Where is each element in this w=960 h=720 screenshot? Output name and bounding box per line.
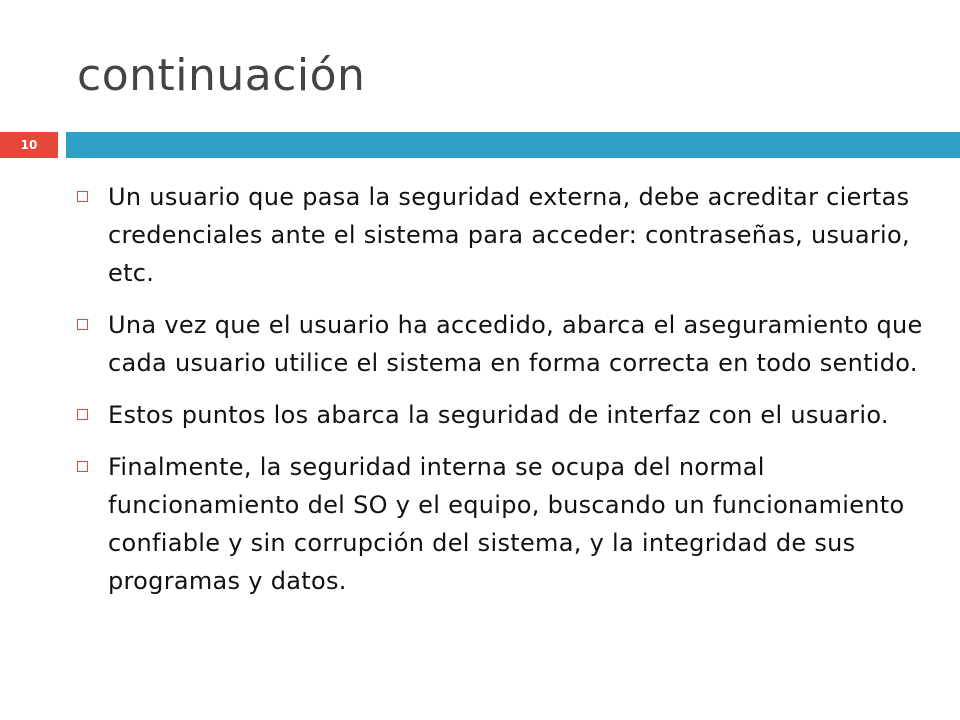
bullet-item	[72, 448, 932, 600]
accent-bar	[66, 132, 960, 158]
hollow-square-icon	[77, 319, 88, 330]
bullet-text: Un usuario que pasa la seguridad externa, debe acreditar ciertas credenciales ante el sistema para acceder: contraseñas, usuario, etc.	[108, 183, 910, 287]
bullet-text: Finalmente, la seguridad interna se ocupa del normal funcionamiento del SO y el equipo, buscando un funcionamiento confiable y sin corrupción del sistema, y la integridad de sus programas y datos.	[108, 453, 905, 595]
bullet-list	[72, 178, 932, 614]
hollow-square-icon	[77, 191, 88, 202]
bullet-text: Estos puntos los abarca la seguridad de interfaz con el usuario.	[108, 401, 889, 429]
slide-title: continuación	[77, 50, 366, 101]
slide-number-badge: 10	[0, 132, 58, 158]
bullet-text: Una vez que el usuario ha accedido, abarca el aseguramiento que cada usuario utilice el sistema en forma correcta en todo sentido.	[108, 311, 923, 377]
bullet-item	[72, 178, 932, 292]
bullet-item	[72, 306, 932, 382]
hollow-square-icon	[77, 461, 88, 472]
bullet-item	[72, 396, 932, 434]
hollow-square-icon	[77, 409, 88, 420]
